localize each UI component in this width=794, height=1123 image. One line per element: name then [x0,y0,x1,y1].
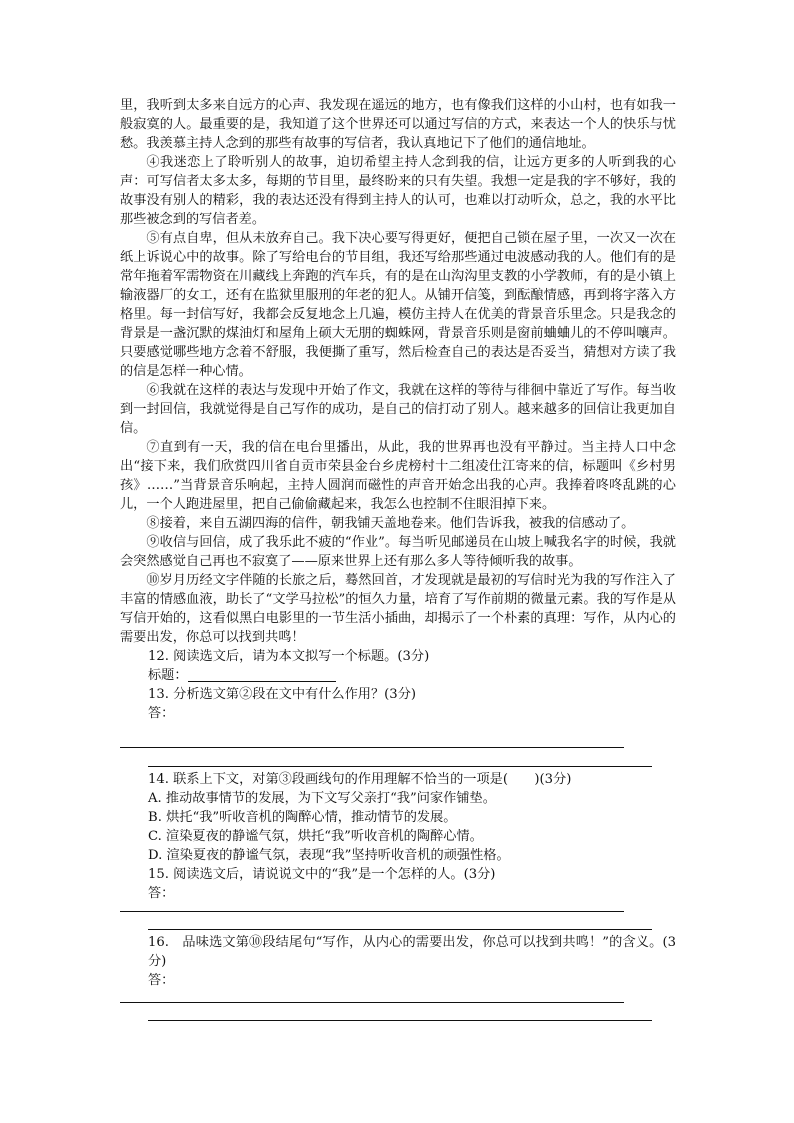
question-13: 13. 分析选文第②段在文中有什么作用？(3分) [148,687,417,702]
question-16-answer-label: 答： [148,973,175,988]
question-12: 12. 阅读选文后，请为本文拟写一个标题。(3分) [148,649,430,664]
question-13-answer-label: 答： [148,706,175,721]
question-14-option-a: A. 推动故事情节的发展，为下文写父亲打“我”问家作铺垫。 [148,791,496,806]
paragraph-7: ⑦直到有一天，我的信在电台里播出，从此，我的世界再也没有平静过。当主持人口中念出“接下来，我们欣赏四川省自贡市荣县金台乡虎榜村十二组凌仕江寄来的信，标题叫《乡村男孩》……”当背景音乐响起，主持人圆润而磁性的声音开始念出我的心声。我捧着咚咚乱跳的心儿，一个人跑进屋里，把自己偷偷藏起来，我怎么也控制不住眼泪掉下来。 [120,440,676,512]
answer-line-16-2[interactable] [148,1020,652,1021]
answer-line-15-2[interactable] [148,929,652,930]
document-body [120,96,676,723]
paragraph-5: ⑤有点自卑，但从未放弃自己。我下决心要写得更好，便把自己锁在屋子里，一次又一次在纸上诉说心中的故事。除了写给电台的节目组，我还写给那些通过电波感动我的人。他们有的是常年拖着军需物资在川藏线上奔跑的汽车兵，有的是在山沟沟里支教的小学教师，有的是小镇上输液器厂的女工，还有在监狱里服刑的年老的犯人。从铺开信笺，到酝酿情感，再到将字落入方格里。每一封信写好，我都会反复地念上几遍，模仿主持人在优美的背景音乐里念。只是我念的背景是一盏沉默的煤油灯和屋角上硕大无朋的蜘蛛网，背景音乐则是窗前蛐蛐儿的不停叫嚷声。只要感觉哪些地方念着不舒服，我便撕了重写，然后检查自己的表达是否妥当，猜想对方读了我的信是怎样一种心情。 [120,231,676,379]
answer-line-16-1[interactable] [120,1002,624,1003]
answer-line-13-1[interactable] [120,747,624,748]
question-16-block [120,933,676,990]
question-15: 15. 阅读选文后，请说说文中的“我”是一个怎样的人。(3分) [148,867,496,882]
answer-line-13-2[interactable] [148,766,652,767]
answer-line-15-1[interactable] [120,911,624,912]
question-14: 14. 联系上下文，对第③段画线句的作用理解不恰当的一项是( )(3分) [148,772,572,787]
question-12-title-row [120,666,676,685]
question-15-answer-label: 答： [148,886,175,901]
paragraph-intro: 里，我听到太多来自远方的心声、我发现在遥远的地方，也有像我们这样的小山村，也有如我一般寂寞的人。最重要的是，我知道了这个世界还可以通过写信的方式，来表达一个人的快乐与忧愁。我羡慕主持人念到的那些有故事的写信者，我认真地记下了他们的通信地址。 [120,98,676,151]
question-16: 16. 品味选文第⑩段结尾句“写作，从内心的需要出发，你总可以找到共鸣！”的含义。(3分) [148,935,676,969]
question-14-option-d: D. 渲染夏夜的静谧气氛，表现“我”坚持听收音机的顽强性格。 [148,848,510,863]
paragraph-4: ④我迷恋上了聆听别人的故事，迫切希望主持人念到我的信，让远方更多的人听到我的心声：可写信者太多太多，每期的节目里，最终盼来的只有失望。我想一定是我的字不够好，我的故事没有别人的精彩，我的表达还没有得到主持人的认可，也难以打动听众，总之，我的水平比那些被念到的写信者差。 [120,155,676,227]
question-14-option-c: C. 渲染夏夜的静谧气氛，烘托“我”听收音机的陶醉心情。 [148,829,483,844]
paragraph-10: ⑩岁月历经文字伴随的长旅之后，蓦然回首，才发现就是最初的写信时光为我的写作注入了丰富的情感血液，助长了“文学马拉松”的恒久力量，培育了写作前期的微量元素。我的写作是从写信开始的，这看似黑白电影里的一节生活小插曲，却揭示了一个朴素的真理：写作，从内心的需要出发，你总可以找到共鸣！ [120,573,676,645]
paragraph-9: ⑨收信与回信，成了我乐此不疲的“作业”。每当听见邮递员在山坡上喊我名字的时候，我就会突然感觉自己再也不寂寞了——原来世界上还有那么多人等待倾听我的故事。 [120,535,676,569]
question-12-title-blank[interactable] [188,667,336,682]
question-12-title-label: 标题： [148,668,188,683]
paragraph-8: ⑧接着，来自五湖四海的信件，朝我铺天盖地卷来。他们告诉我，被我的信感动了。 [146,516,635,531]
question-14-option-b: B. 烘托“我”听收音机的陶醉心情，推动情节的发展。 [148,810,457,825]
paragraph-6: ⑥我就在这样的表达与发现中开始了作文，我就在这样的等待与徘徊中靠近了写作。每当收到一封回信，我就觉得是自己写作的成功，是自己的信打动了别人。越来越多的回信让我更加自信。 [120,383,676,436]
questions-block [120,770,676,903]
